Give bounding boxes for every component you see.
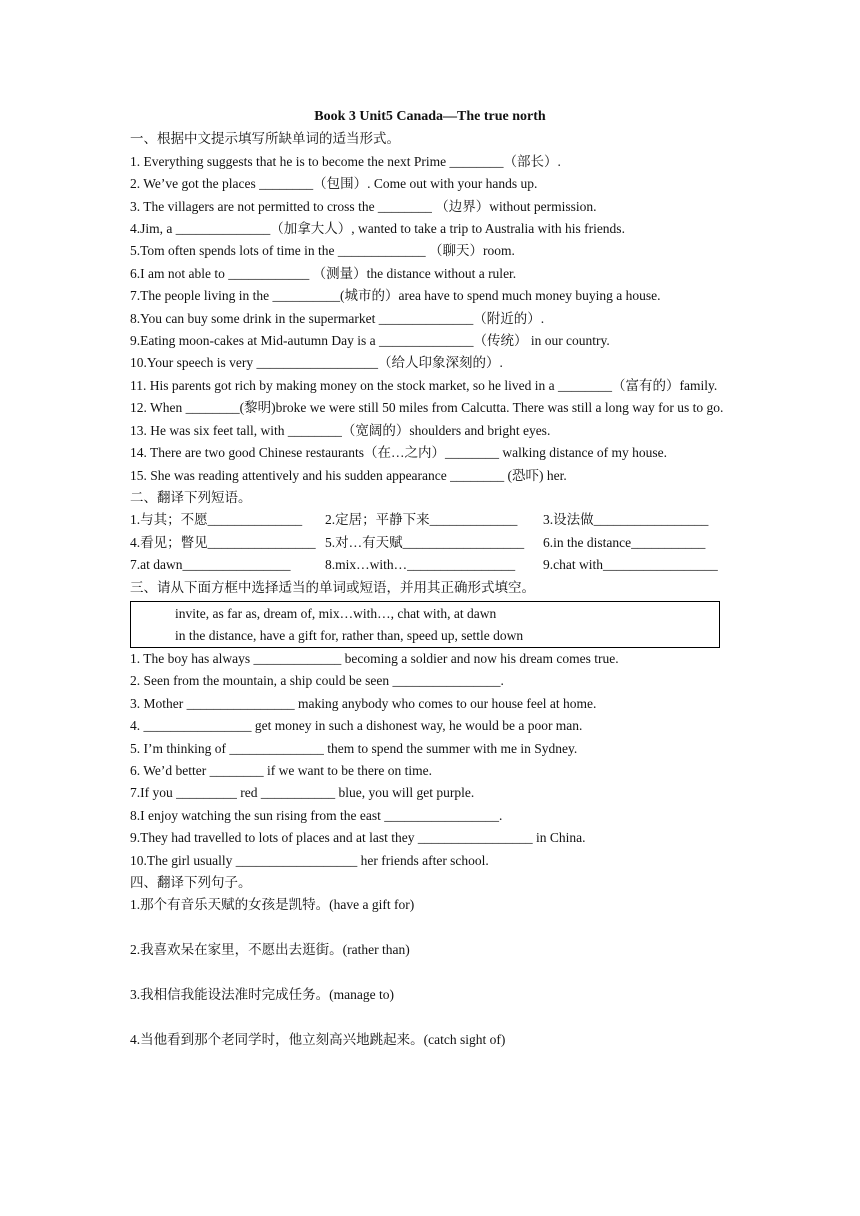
answer-space [130,1007,730,1030]
section1-item: 6.I am not able to ____________ （测量）the distance without a ruler. [130,265,517,281]
phrase-item: 3.设法做_________________ [543,512,709,528]
section1-item: 2. We’ve got the places ________（包围）. Come out with your hands up. [130,176,538,192]
answer-space [130,917,730,940]
phrase-item: 2.定居；平静下来_____________ [325,512,518,528]
section1-item: 4.Jim, a ______________（加拿大人）, wanted to take a trip to Australia with his friends. [130,221,625,237]
section1-item: 15. She was reading attentively and his sudden appearance ________ (恐吓) her. [130,467,567,483]
section1-item: 9.Eating moon-cakes at Mid-autumn Day is a ______________（传统） in our country. [130,333,610,349]
section1-item: 11. His parents got rich by making money on the stock market, so he lived in a ________（富有的）family. [130,377,718,393]
section1-item: 13. He was six feet tall, with ________（宽阔的）shoulders and bright eyes. [130,422,551,438]
section1-item: 7.The people living in the __________(城市的）area have to spend much money buying a house. [130,288,661,304]
phrase-item: 8.mix…with…________________ [325,557,516,573]
phrase-item: 9.chat with_________________ [543,557,718,573]
section3-item: 10.The girl usually __________________ her friends after school. [130,852,489,868]
section3-item: 3. Mother ________________ making anybody who comes to our house feel at home. [130,695,597,711]
phrase-row [130,532,730,554]
section1-item: 12. When ________(黎明)broke we were still 50 miles from Calcutta. There was still a long way for us to go. [130,400,724,416]
section3-item: 8.I enjoy watching the sun rising from the east _________________. [130,807,503,823]
section1-item: 8.You can buy some drink in the supermarket ______________（附近的）. [130,310,545,326]
word-box [130,601,720,648]
phrase-item: 1.与其；不愿______________ [130,512,303,528]
phrase-item: 7.at dawn________________ [130,557,291,573]
section4-item: 1.那个有音乐天赋的女孩是凯特。(have a gift for) [130,897,415,913]
section1-item: 14. There are two good Chinese restaurants（在…之内）________ walking distance of my house. [130,445,668,461]
section3-item: 7.If you _________ red ___________ blue, you will get purple. [130,785,475,801]
section3-item: 9.They had travelled to lots of places and at last they _________________ in China. [130,830,586,846]
section1-item: 10.Your speech is very __________________（给人印象深刻的）. [130,355,503,371]
section3-item: 5. I’m thinking of ______________ them to spend the summer with me in Sydney. [130,740,578,756]
section3-item: 6. We’d better ________ if we want to be there on time. [130,762,432,778]
section3-item: 4. ________________ get money in such a dishonest way, he would be a poor man. [130,718,583,734]
section4-item: 3.我相信我能设法准时完成任务。(manage to) [130,987,394,1003]
section3-item: 2. Seen from the mountain, a ship could be seen ________________. [130,673,504,689]
phrase-row [130,554,730,576]
phrase-row [130,509,730,531]
page-title: Book 3 Unit5 Canada—The true north [314,109,546,124]
worksheet [130,106,730,1052]
section4-item: 2.我喜欢呆在家里，不愿出去逛街。(rather than) [130,942,410,958]
section1-item: 1. Everything suggests that he is to become the next Prime ________（部长）. [130,153,561,169]
section2-heading: 二、翻译下列短语。 [130,489,252,505]
phrase-item: 6.in the distance___________ [543,534,706,550]
answer-space [130,962,730,985]
section1-item: 3. The villagers are not permitted to cross the ________ （边界）without permission. [130,198,597,214]
section4-heading: 四、翻译下列句子。 [130,875,252,890]
word-box-line: in the distance, have a gift for, rather than, speed up, settle down [175,627,524,643]
section1-heading: 一、根据中文提示填写所缺单词的适当形式。 [130,131,400,147]
word-box-line: invite, as far as, dream of, mix…with…, chat with, at dawn [175,605,497,621]
section1-item: 5.Tom often spends lots of time in the _____________ （聊天）room. [130,243,515,259]
phrase-item: 5.对…有天赋__________________ [325,534,525,550]
section4-item: 4.当他看到那个老同学时，他立刻高兴地跳起来。(catch sight of) [130,1032,506,1048]
section3-item: 1. The boy has always _____________ becoming a soldier and now his dream comes true. [130,650,619,666]
section3-heading: 三、请从下面方框中选择适当的单词或短语，并用其正确形式填空。 [130,579,535,595]
phrase-item: 4.看见；瞥见________________ [130,534,316,550]
